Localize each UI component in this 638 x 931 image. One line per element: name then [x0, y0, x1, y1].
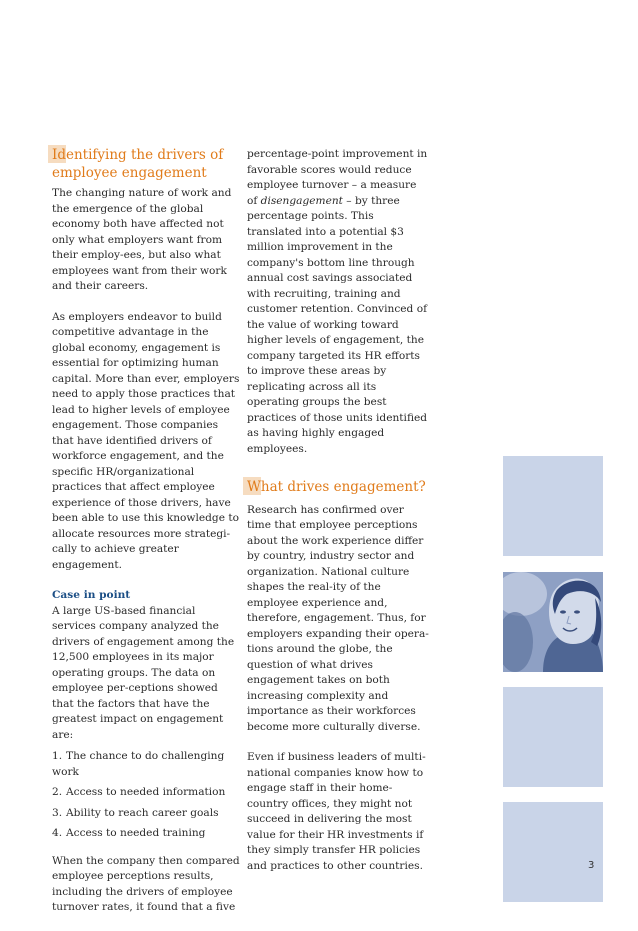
list-number: 1.: [52, 750, 63, 762]
section-heading-drivers-text: Identifying the drivers of employee engagement: [52, 147, 224, 181]
paragraph: As employers endeavor to build competitive advantage in the global economy, engagement is essential for optimizing human capital. More than ever, employers need to apply those practices that lead to higher levels of employee engagement. Those companies that have identified drivers of workforce engagement, and the specific HR/organizational practices that affect employee experience of those drivers, have been able to use this knowledge to allocate resources more strategi-cally to achieve greater engagement.: [52, 310, 240, 571]
text-run: – by three percentage points. This translated into a potential $3 million improvement in the company's bottom line through annual cost savings associated with recruiting, training and customer retention. Convinced of the value of working toward higher levels of engagement, the company targeted its HR efforts to improve these areas by replicating across all its operating groups the best practices of those units identified as having highly engaged employees.: [247, 194, 428, 455]
list-item: [52, 785, 242, 801]
list-item: [52, 749, 242, 780]
paragraph: [247, 147, 429, 457]
decorative-blue-box: [503, 687, 603, 787]
list-text: Access to needed information: [66, 786, 226, 798]
paragraph: Even if business leaders of multi-national companies know how to engage staff in their home-country offices, they might not succeed in delivering the most value for their HR investments if they simply transfer HR policies and practices to other countries.: [247, 751, 426, 872]
right-column: [247, 147, 429, 889]
decorative-blue-box: [503, 802, 603, 902]
paragraph: When the company then compared employee perceptions results, including the drivers of employee turnover rates, it found that a five: [52, 854, 240, 913]
paragraph: Research has confirmed over time that employee perceptions about the work experience differ by country, industry sector and organization. National culture shapes the real-ity of the employee experience and, therefore, engagement. Thus, for employers expanding their opera-tions around the globe, the question of what drives engagement takes on both increasing complexity and importance as their workforces become more culturally diverse.: [247, 503, 429, 733]
list-number: 2.: [52, 786, 63, 798]
section-heading-what-drives-text: What drives engagement?: [247, 479, 426, 495]
left-column: [52, 147, 242, 931]
section-heading-what-drives: [247, 479, 429, 497]
list-text: Ability to reach career goals: [66, 806, 219, 819]
page-number: 3: [588, 860, 595, 871]
paragraph: A large US-based financial services company analyzed the drivers of engagement among the 12,500 employees in its major operating groups. The data on employee per-ceptions showed that the factors that have the greatest impact on engagement are:: [52, 604, 235, 741]
portrait-illustration: [503, 572, 603, 672]
list-text: The chance to do challenging work: [52, 750, 225, 778]
text-run: percentage-point improvement in favorable scores would reduce employee turnover – a measure of: [247, 148, 428, 207]
drivers-list: [52, 749, 242, 842]
list-number: 3.: [52, 806, 63, 819]
section-heading-drivers: [52, 147, 242, 182]
woman-photo: [503, 572, 603, 672]
paragraph: The changing nature of work and the emergence of the global economy both have affected not only what employers want from their employ-ees, but also what employees want from their work and their careers.: [52, 187, 232, 292]
list-text: Access to needed training: [66, 827, 206, 839]
decorative-blue-box: [503, 456, 603, 556]
list-item: [52, 826, 242, 842]
emphasis-text: disengagement: [260, 194, 343, 207]
case-in-point-heading: Case in point: [52, 589, 131, 601]
list-item: [52, 806, 242, 822]
list-number: 4.: [52, 827, 63, 839]
